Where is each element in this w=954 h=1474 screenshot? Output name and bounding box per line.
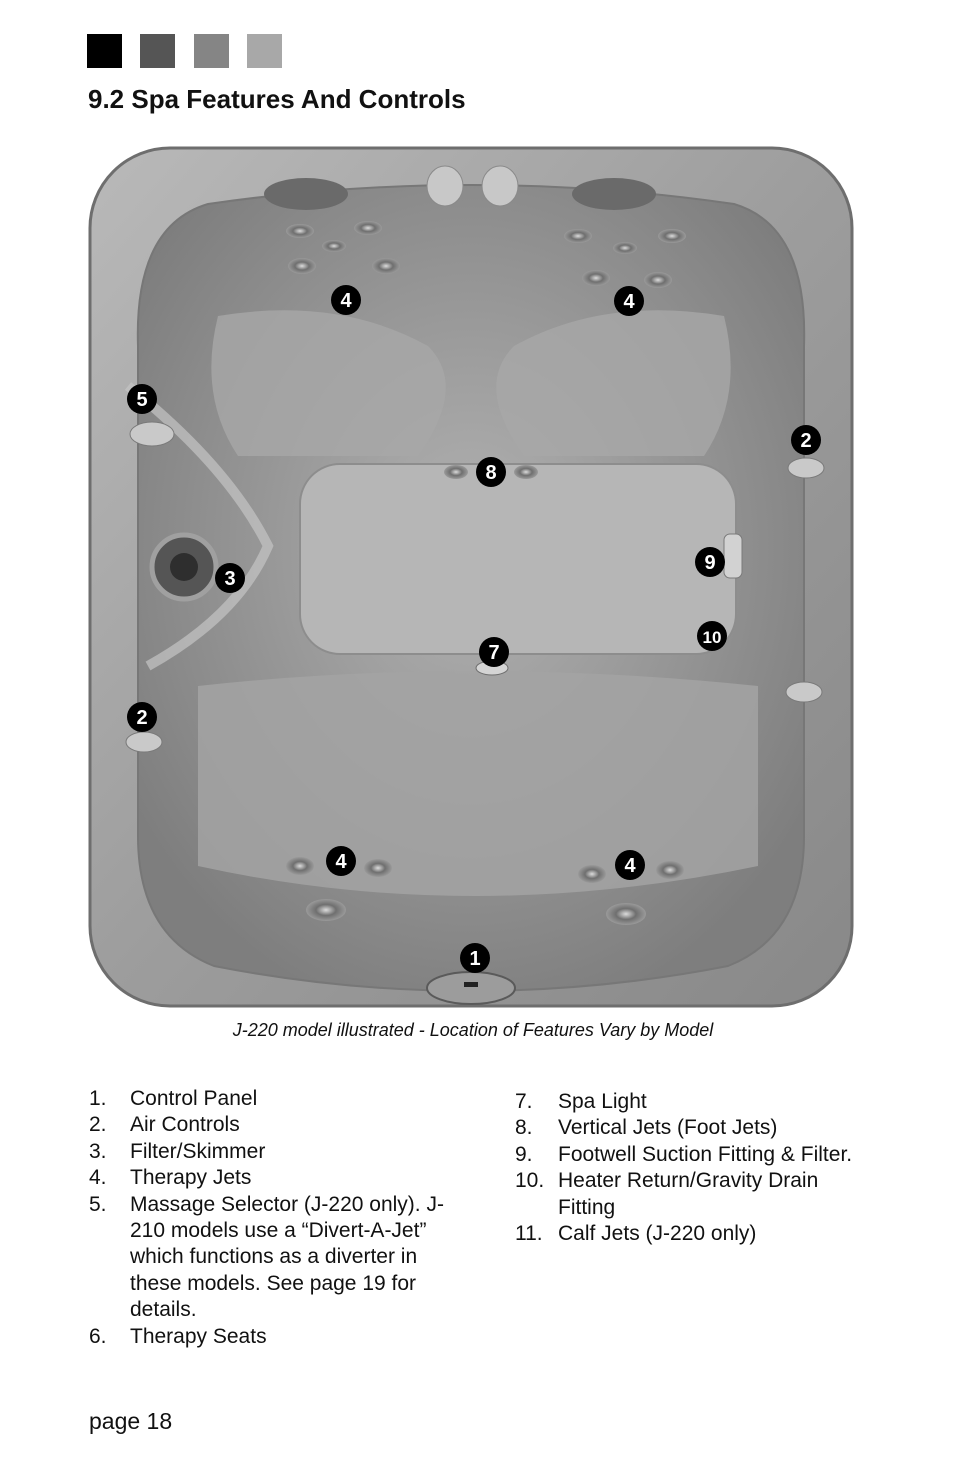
list-item-number: 5. — [89, 1192, 107, 1216]
list-item — [515, 1221, 865, 1247]
feature-list-right — [515, 1089, 865, 1247]
list-item-number: 9. — [515, 1142, 533, 1166]
header-square-mid-gray — [194, 34, 229, 68]
callout-1 — [460, 943, 490, 973]
svg-text:8: 8 — [485, 462, 497, 484]
callout-7 — [479, 637, 509, 667]
header-square-light-gray — [247, 34, 282, 68]
list-item-text: Heater Return/Gravity Drain Fitting — [558, 1169, 819, 1219]
list-item — [89, 1324, 469, 1350]
spa-illustration — [88, 146, 854, 1008]
list-item-text: Therapy Seats — [130, 1324, 267, 1348]
callout-4-bottom-left — [326, 846, 356, 876]
header-square-dark-gray — [140, 34, 175, 68]
list-item — [515, 1168, 865, 1221]
svg-text:2: 2 — [136, 707, 148, 729]
list-item-text: Therapy Jets — [130, 1166, 252, 1190]
callout-4-bottom-right — [615, 850, 645, 880]
callout-3 — [215, 563, 245, 593]
svg-text:4: 4 — [623, 291, 635, 313]
section-title: 9.2 Spa Features And Controls — [88, 84, 466, 114]
feature-list-left — [89, 1086, 469, 1350]
callout-4-top-left — [331, 285, 361, 315]
list-item-number: 6. — [89, 1324, 107, 1348]
svg-text:9: 9 — [704, 552, 716, 574]
list-item-text: Air Controls — [130, 1113, 240, 1137]
callout-8 — [476, 457, 506, 487]
list-item-number: 10. — [515, 1169, 545, 1193]
svg-text:1: 1 — [469, 948, 481, 970]
list-item — [515, 1115, 865, 1141]
list-item-text: Control Panel — [130, 1087, 258, 1110]
list-item-text: Massage Selector (J-220 only). J-210 models use a “Divert-A-Jet” which functions as a diverter in these models. See page 19 for details. — [130, 1192, 444, 1322]
callout-2-right — [791, 425, 821, 455]
svg-text:10: 10 — [702, 628, 722, 647]
figure-caption: J-220 model illustrated - Location of Features Vary by Model — [232, 1020, 714, 1040]
callout-4-top-right — [614, 286, 644, 316]
callout-10 — [697, 621, 727, 651]
list-item-text: Footwell Suction Fitting & Filter. — [558, 1142, 853, 1166]
svg-text:5: 5 — [136, 389, 148, 411]
list-item-number: 4. — [89, 1166, 107, 1190]
spa-top-view-icon — [88, 146, 854, 1008]
list-item — [89, 1139, 469, 1165]
svg-text:4: 4 — [335, 851, 347, 873]
list-item-number: 7. — [515, 1090, 533, 1113]
page-number: page 18 — [89, 1408, 173, 1434]
list-item — [515, 1089, 865, 1115]
list-item — [515, 1142, 865, 1168]
list-item-number: 1. — [89, 1087, 107, 1110]
list-item-number: 2. — [89, 1113, 107, 1137]
svg-text:2: 2 — [800, 430, 812, 452]
callout-9 — [695, 547, 725, 577]
list-item-text: Spa Light — [558, 1090, 647, 1113]
header-square-black — [87, 34, 122, 68]
list-item — [89, 1112, 469, 1138]
list-item — [89, 1086, 469, 1112]
svg-text:4: 4 — [624, 855, 636, 877]
list-item — [89, 1192, 469, 1324]
svg-text:7: 7 — [488, 642, 500, 664]
svg-text:4: 4 — [340, 290, 352, 312]
list-item-number: 11. — [515, 1222, 543, 1246]
list-item — [89, 1165, 469, 1191]
svg-text:3: 3 — [224, 568, 236, 590]
list-item-text: Filter/Skimmer — [130, 1139, 266, 1163]
list-item-text: Calf Jets (J-220 only) — [558, 1222, 757, 1246]
list-item-number: 3. — [89, 1139, 107, 1163]
callout-2-left — [127, 702, 157, 732]
list-item-text: Vertical Jets (Foot Jets) — [558, 1116, 778, 1140]
callout-5 — [127, 384, 157, 414]
list-item-number: 8. — [515, 1116, 533, 1140]
